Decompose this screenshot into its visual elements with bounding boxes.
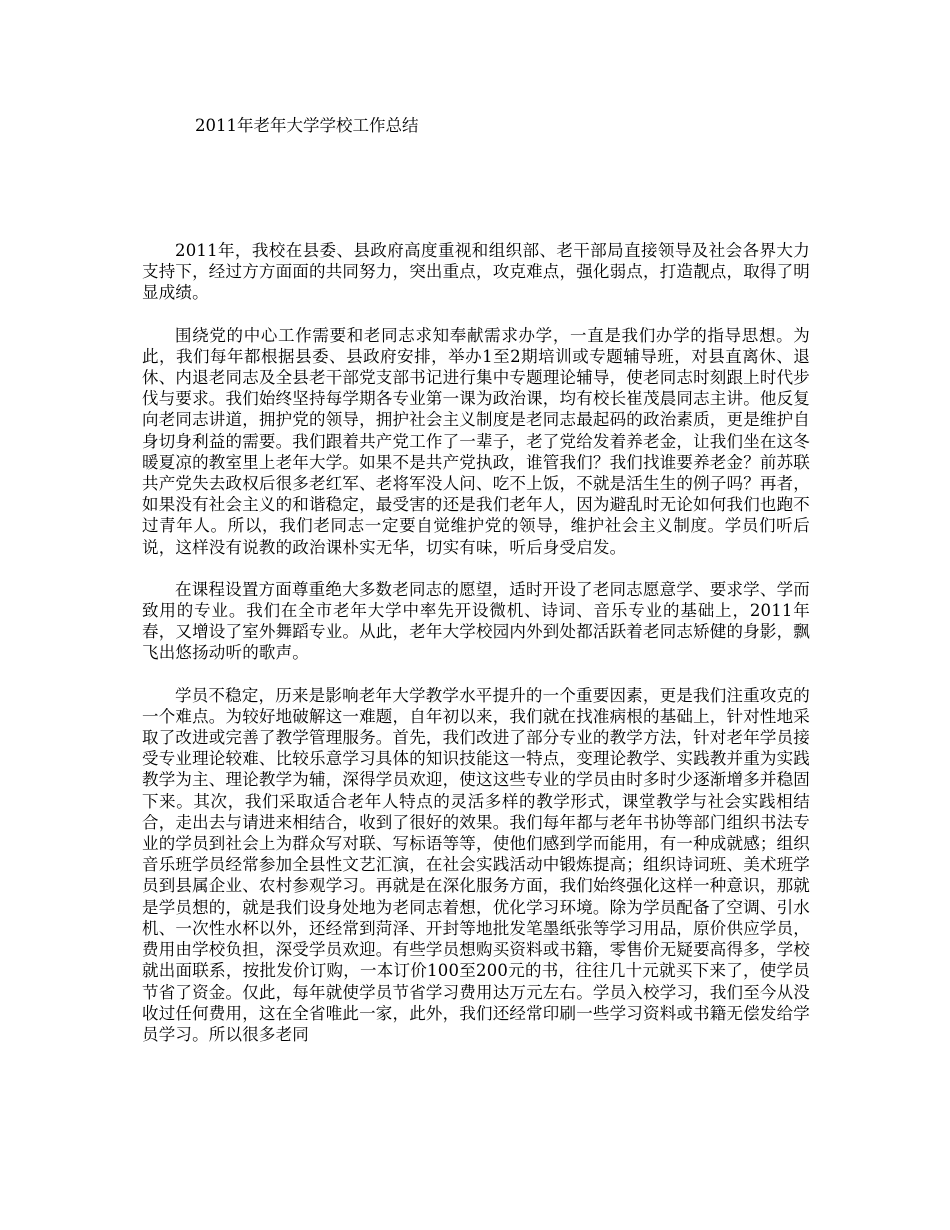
paragraph-student-retention: 学员不稳定，历来是影响老年大学教学水平提升的一个重要因素，更是我们注重攻克的一个难点。为较好地破解这一难题，自年初以来，我们就在找准病根的基础上，针对性地采取了改进或完善了教学管理服务。首先，我们改进了部分专业的教学方法，针对老年学员接受专业理论较难、比较乐意学习具体的知识技能这一特点，变理论教学、实践教并重为实践教学为主、理论教学为辅，深得学员欢迎，使这这些专业的学员由时多时少逐渐增多并稳固下来。其次，我们采取适合老年人特点的灵活多样的教学形式，课堂教学与社会实践相结合，走出去与请进来相结合，收到了很好的效果。我们每年都与老年书协等部门组织书法专业的学员到社会上为群众写对联、写标语等等，使他们感到学而能用，有一种成就感；组织音乐班学员经常参加全县性文艺汇演，在社会实践活动中锻炼提高；组织诗词班、美术班学员到县属企业、农村参观学习。再就是在深化服务方面，我们始终强化这样一种意识，那就是学员想的，就是我们设身处地为老同志着想，优化学习环境。除为学员配备了空调、引水机、一次性水杯以外，还经常到菏泽、开封等地批发笔墨纸张等学习用品，原价供应学员，费用由学校负担，深受学员欢迎。有些学员想购买资料或书籍，零售价无疑要高得多，学校就出面联系，按批发价订购，一本订价100至200元的书，往往几十元就买下来了，使学员节省了资金。仅此，每年就使学员节省学习费用达万元左右。学员入校学习，我们至今从没收过任何费用，这在全省唯此一家，此外，我们还经常印刷一些学习资料或书籍无偿发给学员学习。所以很多老同 (142, 685, 810, 1044)
paragraph-political-education: 围绕党的中心工作需要和老同志求知奉献需求办学，一直是我们办学的指导思想。为此，我们每年都根据县委、县政府安排，举办1至2期培训或专题辅导班，对县直离休、退休、内退老同志及全县老干部党支部书记进行集中专题理论辅导，使老同志时刻跟上时代步伐与要求。我们始终坚持每学期各专业第一课为政治课，均有校长崔茂晨同志主讲。他反复向老同志讲道，拥护党的领导，拥护社会主义制度是老同志最起码的政治素质，更是维护自身切身利益的需要。我们跟着共产党工作了一辈子，老了党给发着养老金，让我们坐在这冬暖夏凉的教室里上老年大学。如果不是共产党执政，谁管我们？我们找谁要养老金？前苏联共产党失去政权后很多老红军、老将军没人问、吃不上饭，不就是活生生的例子吗？再者，如果没有社会主义的和谐稳定，最受害的还是我们老年人，因为避乱时无论如何我们也跑不过青年人。所以，我们老同志一定要自觉维护党的领导，维护社会主义制度。学员们听后说，这样没有说教的政治课朴实无华，切实有味，听后身受启发。 (142, 325, 810, 557)
paragraph-intro: 2011年，我校在县委、县政府高度重视和组织部、老干部局直接领导及社会各界大力支持下，经过方方面面的共同努力，突出重点，攻克难点，强化弱点，打造靓点，取得了明显成绩。 (142, 241, 810, 303)
paragraph-curriculum: 在课程设置方面尊重绝大多数老同志的愿望，适时开设了老同志愿意学、要求学、学而致用的专业。我们在全市老年大学中率先开设微机、诗词、音乐专业的基础上，2011年春，又增设了室外舞蹈专业。从此，老年大学校园内外到处都活跃着老同志矫健的身影，飘飞出悠扬动听的歌声。 (142, 579, 810, 663)
document-title: 2011年老年大学学校工作总结 (195, 116, 419, 135)
document-body (142, 240, 810, 1045)
